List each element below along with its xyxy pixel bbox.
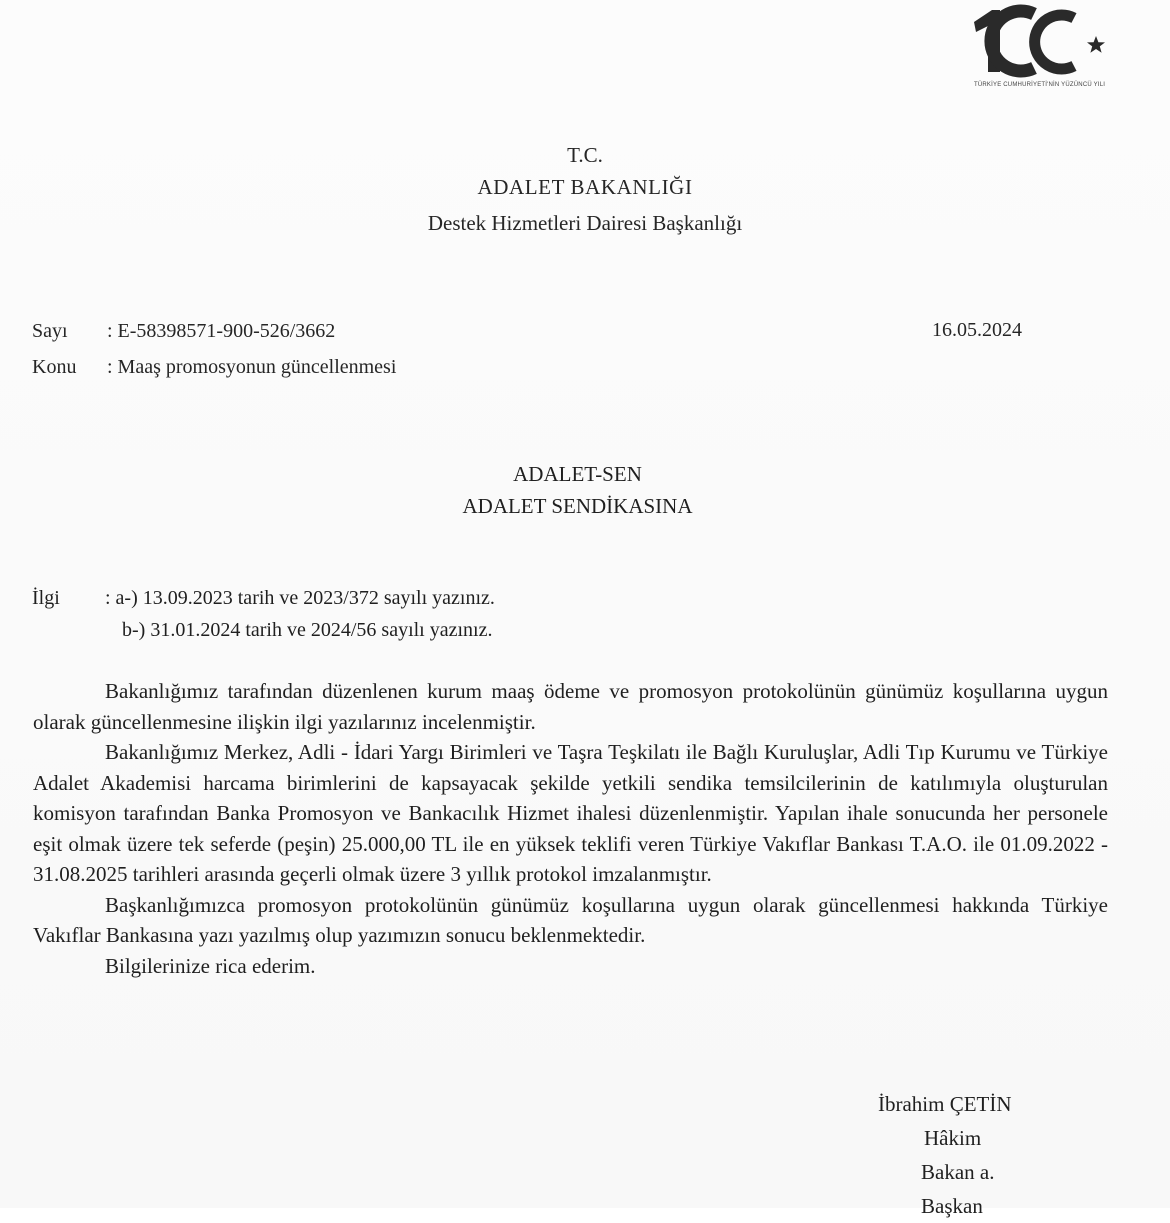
signer-name: İbrahim ÇETİN [878,1092,1012,1116]
sayi-value: : E-58398571-900-526/3662 [107,320,336,342]
letter-body [33,676,1108,981]
body-paragraph-1: Bakanlığımız tarafından düzenlenen kurum maaş ödeme ve promosyon protokolünün günümüz koşullarına uygun olarak güncellenmesine ilişkin ilgi yazılarınız incelenmiştir. [33,679,1108,734]
body-paragraph-4: Bilgilerinize rica ederim. [105,953,316,978]
addressee-line-2: ADALET SENDİKASINA [462,494,693,518]
header-country: T.C. [567,143,603,167]
body-paragraph-3: Başkanlığımızca promosyon protokolünün günümüz koşullarına uygun olarak güncellenmesi hakkında Türkiye Vakıflar Bankasına yazı yazılmış olup yazımızın sonucu beklenmektedir. [33,892,1108,947]
document-date: 16.05.2024 [932,319,1022,341]
logo-caption: TÜRKİYE CUMHURİYETİ'NİN YÜZÜNCÜ YILI [974,82,1106,88]
ilgi-reference-b: b-) 31.01.2024 tarih ve 2024/56 sayılı yazınız. [122,619,493,641]
addressee-line-1: ADALET-SEN [513,462,642,486]
ilgi-reference-a: : a-) 13.09.2023 tarih ve 2023/372 sayılı yazınız. [105,587,495,609]
header-ministry: ADALET BAKANLIĞI [477,175,693,199]
body-paragraph-2: Bakanlığımız Merkez, Adli - İdari Yargı Birimleri ve Taşra Teşkilatı ile Bağlı Kuruluşlar, Adli Tıp Kurumu ve Türkiye Adalet Akademisi harcama birimlerini de kapsayacak şekilde yetkili sendika temsilcilerinin de katılımıyla oluşturulan komisyon tarafından Banka Promosyon ve Bankacılık Hizmet ihalesi düzenlenmiştir. Yapılan ihale sonucunda her personele eşit olmak üzere tek seferde (peşin) 25.000,00 TL ile en yüksek teklifi veren Türkiye Vakıflar Bankası T.A.O. ile 01.09.2022 - 31.08.2025 tarihleri arasında geçerli olmak üzere 3 yıllık protokol imzalanmıştır. [33,740,1108,886]
centennial-100-logo-icon [962,0,1112,84]
signature-block [878,1087,1012,1223]
konu-value: : Maaş promosyonun güncellenmesi [107,356,397,378]
konu-label: Konu [32,356,77,378]
signer-on-behalf: Bakan a. [921,1160,995,1184]
header-department: Destek Hizmetleri Dairesi Başkanlığı [427,211,743,235]
signer-role: Başkan [921,1194,983,1218]
ilgi-label: İlgi [32,587,60,609]
signer-title: Hâkim [924,1126,982,1150]
sayi-label: Sayı [32,320,68,342]
